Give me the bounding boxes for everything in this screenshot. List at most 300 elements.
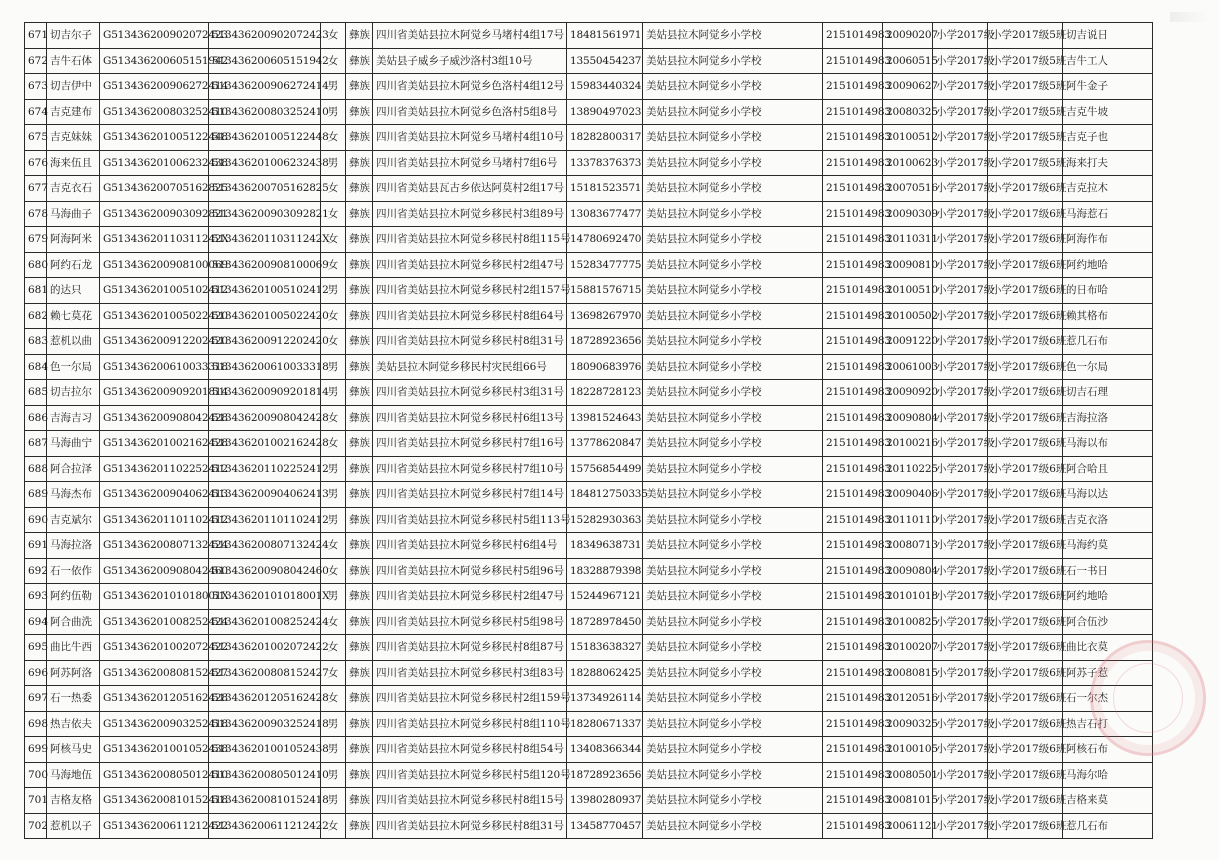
- school-name-cell: 美姑县拉木阿觉乡小学校: [643, 660, 823, 686]
- address-cell: 四川省美姑县拉木阿觉乡移民村2组157号: [373, 278, 567, 304]
- table-row: [25, 711, 1153, 737]
- id-card-number-cell: 513436200705162825: [209, 176, 321, 202]
- student-id-cell: G513436201006232438: [100, 150, 209, 176]
- table-row: [25, 150, 1153, 176]
- grade-cell: 小学2017级: [933, 354, 988, 380]
- id-card-number-cell: 513436200807132424: [209, 533, 321, 559]
- phone-number-cell: 15183638327: [567, 635, 643, 661]
- gender-cell: 女: [321, 48, 346, 74]
- school-code-cell: 2151014983: [823, 507, 883, 533]
- school-name-cell: 美姑县拉木阿觉乡小学校: [643, 176, 823, 202]
- school-name-cell: 美姑县拉木阿觉乡小学校: [643, 737, 823, 763]
- grade-cell: 小学2017级: [933, 125, 988, 151]
- grade-cell: 小学2017级: [933, 482, 988, 508]
- table-row: [25, 737, 1153, 763]
- student-id-cell: G51343620110311242X: [100, 227, 209, 253]
- school-code-cell: 2151014983: [823, 762, 883, 788]
- guardian-name-cell: 阿约地哈: [1063, 584, 1153, 610]
- phone-number-cell: 13083677477: [567, 201, 643, 227]
- student-name-cell: 阿约石龙: [47, 252, 100, 278]
- row-number-cell: 697: [25, 686, 47, 712]
- ethnicity-cell: 彝族: [346, 329, 373, 355]
- gender-cell: 女: [321, 533, 346, 559]
- address-cell: 四川省美姑县拉木阿觉乡移民村3组83号: [373, 660, 567, 686]
- address-cell: 四川省美姑县拉木阿觉乡移民村8组15号: [373, 788, 567, 814]
- address-cell: 四川省美姑县拉木阿觉乡色洛村5组8号: [373, 99, 567, 125]
- ethnicity-cell: 彝族: [346, 201, 373, 227]
- student-id-cell: G513436200807132424: [100, 533, 209, 559]
- gender-cell: 女: [321, 23, 346, 49]
- address-cell: 四川省美姑县拉木阿觉乡移民村8组87号: [373, 635, 567, 661]
- id-card-number-cell: 513436200908042460: [209, 558, 321, 584]
- student-name-cell: 阿核马史: [47, 737, 100, 763]
- student-name-cell: 吉海吉习: [47, 405, 100, 431]
- grade-cell: 小学2017级: [933, 635, 988, 661]
- school-code-cell: 2151014983: [823, 711, 883, 737]
- school-name-cell: 美姑县拉木阿觉乡小学校: [643, 507, 823, 533]
- class-name-cell: 小学2017级6班: [988, 227, 1063, 253]
- school-code-cell: 2151014983: [823, 201, 883, 227]
- table-row: [25, 278, 1153, 304]
- phone-number-cell: 15181523571: [567, 176, 643, 202]
- grade-cell: 小学2017级: [933, 405, 988, 431]
- school-name-cell: 美姑县拉木阿觉乡小学校: [643, 558, 823, 584]
- student-name-cell: 切吉拉尔: [47, 380, 100, 406]
- row-number-cell: 687: [25, 431, 47, 457]
- school-code-cell: 2151014983: [823, 482, 883, 508]
- table-row: [25, 558, 1153, 584]
- table-row: [25, 584, 1153, 610]
- gender-cell: 女: [321, 227, 346, 253]
- table-row: [25, 23, 1153, 49]
- school-name-cell: 美姑县拉木阿觉乡小学校: [643, 23, 823, 49]
- class-name-cell: 小学2017级5班: [988, 23, 1063, 49]
- gender-cell: 男: [321, 74, 346, 100]
- school-name-cell: 美姑县拉木阿觉乡小学校: [643, 762, 823, 788]
- address-cell: 四川省美姑县拉木阿觉乡马堵村7组6号: [373, 150, 567, 176]
- table-row: [25, 380, 1153, 406]
- school-name-cell: 美姑县拉木阿觉乡小学校: [643, 380, 823, 406]
- ethnicity-cell: 彝族: [346, 150, 373, 176]
- gender-cell: 女: [321, 686, 346, 712]
- id-card-number-cell: 513436200610033318: [209, 354, 321, 380]
- table-row: [25, 507, 1153, 533]
- row-number-cell: 700: [25, 762, 47, 788]
- student-name-cell: 石一依作: [47, 558, 100, 584]
- phone-number-cell: 13890497023: [567, 99, 643, 125]
- school-name-cell: 美姑县拉木阿觉乡小学校: [643, 74, 823, 100]
- school-name-cell: 美姑县拉木阿觉乡小学校: [643, 303, 823, 329]
- school-code-cell: 2151014983: [823, 405, 883, 431]
- phone-number-cell: 15283477775: [567, 252, 643, 278]
- phone-number-cell: 14780692470: [567, 227, 643, 253]
- student-id-cell: G513436201002072422: [100, 635, 209, 661]
- address-cell: 四川省美姑县拉木阿觉乡移民村2组47号: [373, 252, 567, 278]
- school-code-cell: 2151014983: [823, 227, 883, 253]
- phone-number-cell: 18280671337: [567, 711, 643, 737]
- class-name-cell: 小学2017级5班: [988, 125, 1063, 151]
- row-number-cell: 694: [25, 609, 47, 635]
- ethnicity-cell: 彝族: [346, 584, 373, 610]
- birth-date-cell: 20090627: [883, 74, 933, 100]
- class-name-cell: 小学2017级6班: [988, 788, 1063, 814]
- id-card-number-cell: 513436201005102412: [209, 278, 321, 304]
- student-id-cell: G513436200705162825: [100, 176, 209, 202]
- class-name-cell: 小学2017级6班: [988, 329, 1063, 355]
- phone-number-cell: 18728923656: [567, 329, 643, 355]
- school-code-cell: 2151014983: [823, 686, 883, 712]
- table-row: [25, 635, 1153, 661]
- student-id-cell: G513436200906272414: [100, 74, 209, 100]
- id-card-number-cell: 513436201001052438: [209, 737, 321, 763]
- document-page: [24, 22, 1152, 848]
- row-number-cell: 690: [25, 507, 47, 533]
- grade-cell: 小学2017级: [933, 201, 988, 227]
- guardian-name-cell: 阿合伍沙: [1063, 609, 1153, 635]
- school-name-cell: 美姑县拉木阿觉乡小学校: [643, 482, 823, 508]
- school-code-cell: 2151014983: [823, 660, 883, 686]
- class-name-cell: 小学2017级6班: [988, 609, 1063, 635]
- birth-date-cell: 20100216: [883, 431, 933, 457]
- student-id-cell: G513436200903252418: [100, 711, 209, 737]
- class-name-cell: 小学2017级6班: [988, 737, 1063, 763]
- class-name-cell: 小学2017级6班: [988, 482, 1063, 508]
- phone-number-cell: 13550454237: [567, 48, 643, 74]
- id-card-number-cell: 513436200605151942: [209, 48, 321, 74]
- school-name-cell: 美姑县拉木阿觉乡小学校: [643, 533, 823, 559]
- table-row: [25, 762, 1153, 788]
- row-number-cell: 699: [25, 737, 47, 763]
- ethnicity-cell: 彝族: [346, 609, 373, 635]
- school-name-cell: 美姑县拉木阿觉乡小学校: [643, 227, 823, 253]
- ethnicity-cell: 彝族: [346, 74, 373, 100]
- gender-cell: 男: [321, 380, 346, 406]
- row-number-cell: 677: [25, 176, 47, 202]
- birth-date-cell: 20080325: [883, 99, 933, 125]
- birth-date-cell: 20060515: [883, 48, 933, 74]
- student-name-cell: 热吉依夫: [47, 711, 100, 737]
- grade-cell: 小学2017级: [933, 74, 988, 100]
- birth-date-cell: 20080815: [883, 660, 933, 686]
- gender-cell: 男: [321, 278, 346, 304]
- id-card-number-cell: 513436201005022420: [209, 303, 321, 329]
- class-name-cell: 小学2017级6班: [988, 354, 1063, 380]
- guardian-name-cell: 阿约地哈: [1063, 252, 1153, 278]
- birth-date-cell: 20080713: [883, 533, 933, 559]
- grade-cell: 小学2017级: [933, 227, 988, 253]
- table-row: [25, 686, 1153, 712]
- guardian-name-cell: 阿海作布: [1063, 227, 1153, 253]
- row-number-cell: 671: [25, 23, 47, 49]
- class-name-cell: 小学2017级6班: [988, 507, 1063, 533]
- class-name-cell: 小学2017级6班: [988, 686, 1063, 712]
- student-name-cell: 惹机以曲: [47, 329, 100, 355]
- grade-cell: 小学2017级: [933, 762, 988, 788]
- birth-date-cell: 20120516: [883, 686, 933, 712]
- school-name-cell: 美姑县拉木阿觉乡小学校: [643, 635, 823, 661]
- id-card-number-cell: 513436200912202420: [209, 329, 321, 355]
- gender-cell: 女: [321, 303, 346, 329]
- school-code-cell: 2151014983: [823, 354, 883, 380]
- phone-number-cell: 13408366344: [567, 737, 643, 763]
- table-row: [25, 609, 1153, 635]
- guardian-name-cell: 马海以布: [1063, 431, 1153, 457]
- student-name-cell: 阿合拉泽: [47, 456, 100, 482]
- phone-number-cell: 18282800317: [567, 125, 643, 151]
- guardian-name-cell: 色一尔局: [1063, 354, 1153, 380]
- address-cell: 四川省美姑县拉木阿觉乡移民村3组89号: [373, 201, 567, 227]
- gender-cell: 女: [321, 176, 346, 202]
- school-name-cell: 美姑县拉木阿觉乡小学校: [643, 456, 823, 482]
- id-card-number-cell: 513436201101102412: [209, 507, 321, 533]
- ethnicity-cell: 彝族: [346, 533, 373, 559]
- school-code-cell: 2151014983: [823, 558, 883, 584]
- student-name-cell: 切吉伊中: [47, 74, 100, 100]
- gender-cell: 男: [321, 482, 346, 508]
- student-name-cell: 曲比牛西: [47, 635, 100, 661]
- phone-number-cell: 15282930363: [567, 507, 643, 533]
- class-name-cell: 小学2017级6班: [988, 635, 1063, 661]
- student-id-cell: G513436200611212422: [100, 813, 209, 839]
- student-name-cell: 马海曲子: [47, 201, 100, 227]
- gender-cell: 男: [321, 354, 346, 380]
- class-name-cell: 小学2017级6班: [988, 176, 1063, 202]
- row-number-cell: 685: [25, 380, 47, 406]
- row-number-cell: 691: [25, 533, 47, 559]
- grade-cell: 小学2017级: [933, 660, 988, 686]
- table-row: [25, 125, 1153, 151]
- class-name-cell: 小学2017级6班: [988, 278, 1063, 304]
- school-name-cell: 美姑县拉木阿觉乡小学校: [643, 686, 823, 712]
- address-cell: 四川省美姑县拉木阿觉乡移民村5组120号: [373, 762, 567, 788]
- ethnicity-cell: 彝族: [346, 125, 373, 151]
- phone-number-cell: 18728923656: [567, 762, 643, 788]
- birth-date-cell: 20100105: [883, 737, 933, 763]
- student-name-cell: 惹机以子: [47, 813, 100, 839]
- class-name-cell: 小学2017级6班: [988, 558, 1063, 584]
- school-name-cell: 美姑县拉木阿觉乡小学校: [643, 711, 823, 737]
- address-cell: 美姑县子威乡子威沙洛村3组10号: [373, 48, 567, 74]
- address-cell: 四川省美姑县拉木阿觉乡移民村8组115号: [373, 227, 567, 253]
- ethnicity-cell: 彝族: [346, 303, 373, 329]
- guardian-name-cell: 吉格来莫: [1063, 788, 1153, 814]
- phone-number-cell: 18349638731: [567, 533, 643, 559]
- gender-cell: 女: [321, 125, 346, 151]
- guardian-name-cell: 吉克牛坡: [1063, 99, 1153, 125]
- address-cell: 四川省美姑县拉木阿觉乡移民村8组110号: [373, 711, 567, 737]
- student-name-cell: 海来伍且: [47, 150, 100, 176]
- guardian-name-cell: 吉克衣洛: [1063, 507, 1153, 533]
- guardian-name-cell: 惹几石布: [1063, 813, 1153, 839]
- guardian-name-cell: 吉克子也: [1063, 125, 1153, 151]
- address-cell: 四川省美姑县拉木阿觉乡移民村8组31号: [373, 813, 567, 839]
- school-name-cell: 美姑县拉木阿觉乡小学校: [643, 813, 823, 839]
- table-row: [25, 227, 1153, 253]
- grade-cell: 小学2017级: [933, 788, 988, 814]
- gender-cell: 男: [321, 99, 346, 125]
- table-row: [25, 431, 1153, 457]
- birth-date-cell: 20090309: [883, 201, 933, 227]
- student-name-cell: 吉克斌尔: [47, 507, 100, 533]
- student-id-cell: G513436200605151942: [100, 48, 209, 74]
- guardian-name-cell: 切吉石理: [1063, 380, 1153, 406]
- guardian-name-cell: 阿合哈且: [1063, 456, 1153, 482]
- student-name-cell: 吉克衣石: [47, 176, 100, 202]
- guardian-name-cell: 热吉石打: [1063, 711, 1153, 737]
- guardian-name-cell: 马海尔哈: [1063, 762, 1153, 788]
- class-name-cell: 小学2017级6班: [988, 762, 1063, 788]
- student-name-cell: 阿约伍勒: [47, 584, 100, 610]
- guardian-name-cell: 的日布哈: [1063, 278, 1153, 304]
- id-card-number-cell: 513436201102252412: [209, 456, 321, 482]
- address-cell: 四川省美姑县拉木阿觉乡移民村7组14号: [373, 482, 567, 508]
- student-name-cell: 吉牛石体: [47, 48, 100, 74]
- row-number-cell: 683: [25, 329, 47, 355]
- school-name-cell: 美姑县拉木阿觉乡小学校: [643, 405, 823, 431]
- birth-date-cell: 20061003: [883, 354, 933, 380]
- guardian-name-cell: 阿核石布: [1063, 737, 1153, 763]
- table-row: [25, 303, 1153, 329]
- class-name-cell: 小学2017级5班: [988, 48, 1063, 74]
- grade-cell: 小学2017级: [933, 737, 988, 763]
- birth-date-cell: 20090325: [883, 711, 933, 737]
- row-number-cell: 693: [25, 584, 47, 610]
- birth-date-cell: 20100510: [883, 278, 933, 304]
- row-number-cell: 679: [25, 227, 47, 253]
- address-cell: 四川省美姑县拉木阿觉乡移民村8组64号: [373, 303, 567, 329]
- address-cell: 四川省美姑县拉木阿觉乡移民村5组98号: [373, 609, 567, 635]
- school-code-cell: 2151014983: [823, 278, 883, 304]
- ethnicity-cell: 彝族: [346, 788, 373, 814]
- id-card-number-cell: 513436200908042428: [209, 405, 321, 431]
- address-cell: 四川省美姑县拉木阿觉乡色洛村4组12号: [373, 74, 567, 100]
- row-number-cell: 672: [25, 48, 47, 74]
- student-id-cell: G513436200908042460: [100, 558, 209, 584]
- school-name-cell: 美姑县拉木阿觉乡小学校: [643, 431, 823, 457]
- student-id-cell: G513436200610033318: [100, 354, 209, 380]
- scan-artifact: [1170, 12, 1210, 22]
- row-number-cell: 692: [25, 558, 47, 584]
- student-id-cell: G513436200903092821: [100, 201, 209, 227]
- grade-cell: 小学2017级: [933, 278, 988, 304]
- phone-number-cell: 13458770457: [567, 813, 643, 839]
- guardian-name-cell: 石一书日: [1063, 558, 1153, 584]
- class-name-cell: 小学2017级6班: [988, 584, 1063, 610]
- grade-cell: 小学2017级: [933, 533, 988, 559]
- school-name-cell: 美姑县拉木阿觉乡小学校: [643, 125, 823, 151]
- birth-date-cell: 20080501: [883, 762, 933, 788]
- birth-date-cell: 20110225: [883, 456, 933, 482]
- gender-cell: 女: [321, 609, 346, 635]
- student-name-cell: 马海地伍: [47, 762, 100, 788]
- school-name-cell: 美姑县拉木阿觉乡小学校: [643, 354, 823, 380]
- class-name-cell: 小学2017级6班: [988, 252, 1063, 278]
- table-row: [25, 456, 1153, 482]
- grade-cell: 小学2017级: [933, 176, 988, 202]
- phone-number-cell: 13980280937: [567, 788, 643, 814]
- roster-body: [25, 23, 1153, 839]
- address-cell: 四川省美姑县拉木阿觉乡移民村7组10号: [373, 456, 567, 482]
- grade-cell: 小学2017级: [933, 711, 988, 737]
- row-number-cell: 676: [25, 150, 47, 176]
- guardian-name-cell: 吉克拉木: [1063, 176, 1153, 202]
- student-id-cell: G513436200908042428: [100, 405, 209, 431]
- address-cell: 四川省美姑县拉木阿觉乡移民村5组96号: [373, 558, 567, 584]
- student-name-cell: 石一热委: [47, 686, 100, 712]
- row-number-cell: 682: [25, 303, 47, 329]
- id-card-number-cell: 513436200909201814: [209, 380, 321, 406]
- row-number-cell: 702: [25, 813, 47, 839]
- gender-cell: 男: [321, 584, 346, 610]
- id-card-number-cell: 513436201006232438: [209, 150, 321, 176]
- student-id-cell: G513436201005102412: [100, 278, 209, 304]
- birth-date-cell: 20100207: [883, 635, 933, 661]
- ethnicity-cell: 彝族: [346, 482, 373, 508]
- gender-cell: 男: [321, 788, 346, 814]
- gender-cell: 男: [321, 711, 346, 737]
- address-cell: 四川省美姑县拉木阿觉乡移民村8组54号: [373, 737, 567, 763]
- student-name-cell: 吉克建布: [47, 99, 100, 125]
- id-card-number-cell: 513436201008252424: [209, 609, 321, 635]
- grade-cell: 小学2017级: [933, 609, 988, 635]
- birth-date-cell: 20061121: [883, 813, 933, 839]
- ethnicity-cell: 彝族: [346, 660, 373, 686]
- school-name-cell: 美姑县拉木阿觉乡小学校: [643, 584, 823, 610]
- id-card-number-cell: 513436200810152418: [209, 788, 321, 814]
- guardian-name-cell: 海来打夫: [1063, 150, 1153, 176]
- id-card-number-cell: 513436200904062413: [209, 482, 321, 508]
- table-row: [25, 48, 1153, 74]
- school-name-cell: 美姑县拉木阿觉乡小学校: [643, 201, 823, 227]
- gender-cell: 女: [321, 431, 346, 457]
- student-id-cell: G513436200803252410: [100, 99, 209, 125]
- id-card-number-cell: 513436200906272414: [209, 74, 321, 100]
- birth-date-cell: 20100512: [883, 125, 933, 151]
- student-id-cell: G513436200808152427: [100, 660, 209, 686]
- class-name-cell: 小学2017级5班: [988, 74, 1063, 100]
- grade-cell: 小学2017级: [933, 558, 988, 584]
- school-code-cell: 2151014983: [823, 48, 883, 74]
- school-code-cell: 2151014983: [823, 176, 883, 202]
- phone-number-cell: 13698267970: [567, 303, 643, 329]
- student-id-cell: G513436200902072423: [100, 23, 209, 49]
- student-id-cell: G513436200908100069: [100, 252, 209, 278]
- student-name-cell: 马海拉洛: [47, 533, 100, 559]
- birth-date-cell: 20070516: [883, 176, 933, 202]
- table-row: [25, 252, 1153, 278]
- birth-date-cell: 20101018: [883, 584, 933, 610]
- grade-cell: 小学2017级: [933, 813, 988, 839]
- id-card-number-cell: 513436201002072422: [209, 635, 321, 661]
- birth-date-cell: 20090810: [883, 252, 933, 278]
- school-code-cell: 2151014983: [823, 456, 883, 482]
- student-roster-table: [24, 22, 1153, 839]
- gender-cell: 女: [321, 660, 346, 686]
- id-card-number-cell: 513436200902072423: [209, 23, 321, 49]
- table-row: [25, 176, 1153, 202]
- student-name-cell: 马海曲宁: [47, 431, 100, 457]
- row-number-cell: 678: [25, 201, 47, 227]
- phone-number-cell: 18090683976: [567, 354, 643, 380]
- school-name-cell: 美姑县拉木阿觉乡小学校: [643, 788, 823, 814]
- address-cell: 四川省美姑县拉木阿觉乡移民村3组31号: [373, 380, 567, 406]
- table-row: [25, 660, 1153, 686]
- school-code-cell: 2151014983: [823, 380, 883, 406]
- phone-number-cell: 18288062425: [567, 660, 643, 686]
- school-code-cell: 2151014983: [823, 150, 883, 176]
- row-number-cell: 673: [25, 74, 47, 100]
- school-code-cell: 2151014983: [823, 813, 883, 839]
